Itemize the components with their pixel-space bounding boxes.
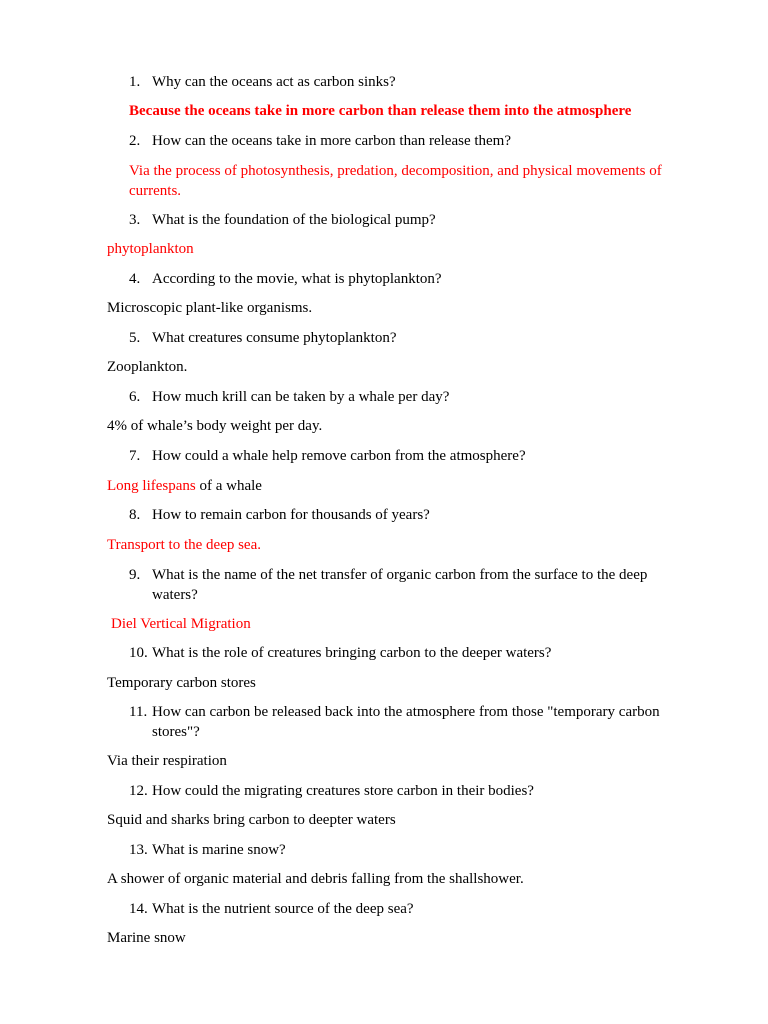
answer-highlight: Long lifespans: [107, 478, 196, 494]
question-number: 6.: [129, 389, 141, 405]
question-text: What is the role of creatures bringing carbon to the deeper waters?: [152, 645, 552, 661]
question-number: 1.: [129, 74, 141, 90]
answer-14: Marine snow: [107, 930, 186, 946]
question-number: 9.: [129, 567, 141, 583]
question-number: 2.: [129, 133, 141, 149]
question-4: [129, 270, 669, 290]
answer-1: Because the oceans take in more carbon than release them into the atmosphere: [129, 103, 632, 119]
question-12: [129, 782, 669, 802]
question-number: 3.: [129, 212, 141, 228]
answer-2: Via the process of photosynthesis, predation, decomposition, and physical movements of currents.: [129, 163, 662, 199]
question-number: 14.: [129, 901, 148, 917]
answer-13: A shower of organic material and debris falling from the shallshower.: [107, 871, 524, 887]
question-text: What is the foundation of the biological pump?: [152, 212, 436, 228]
question-text: How could a whale help remove carbon from the atmosphere?: [152, 448, 526, 464]
question-number: 12.: [129, 783, 148, 799]
question-text: What is marine snow?: [152, 842, 286, 858]
question-number: 4.: [129, 271, 141, 287]
question-text: What creatures consume phytoplankton?: [152, 330, 397, 346]
answer-12: Squid and sharks bring carbon to deepter waters: [107, 812, 396, 828]
answer-11: Via their respiration: [107, 753, 227, 769]
answer-6: 4% of whale’s body weight per day.: [107, 418, 323, 434]
answer-8: Transport to the deep sea.: [107, 537, 261, 553]
question-text: How could the migrating creatures store carbon in their bodies?: [152, 783, 534, 799]
question-6: [129, 388, 669, 408]
answer-10: Temporary carbon stores: [107, 675, 256, 691]
question-5: [129, 329, 669, 349]
question-text: How much krill can be taken by a whale per day?: [152, 389, 450, 405]
question-number: 5.: [129, 330, 141, 346]
answer-3: phytoplankton: [107, 241, 194, 257]
answer-4: Microscopic plant-like organisms.: [107, 300, 313, 316]
question-8: [129, 506, 669, 526]
question-7: [129, 447, 669, 467]
question-9: [129, 566, 669, 605]
question-text: How to remain carbon for thousands of years?: [152, 507, 430, 523]
question-14: [129, 900, 669, 920]
question-11: [129, 703, 669, 742]
answer-rest: of a whale: [195, 478, 262, 494]
question-2: [129, 132, 669, 152]
question-text: Why can the oceans act as carbon sinks?: [152, 74, 396, 90]
answer-9: Diel Vertical Migration: [111, 616, 251, 632]
question-text: How can carbon be released back into the atmosphere from those "temporary carbon stores"?: [152, 704, 660, 740]
question-13: [129, 841, 669, 861]
question-1: [129, 73, 669, 93]
question-number: 10.: [129, 645, 148, 661]
question-number: 13.: [129, 842, 148, 858]
question-3: [129, 211, 669, 231]
question-text: What is the name of the net transfer of organic carbon from the surface to the deep waters?: [152, 567, 648, 603]
question-text: According to the movie, what is phytoplankton?: [152, 271, 442, 287]
question-text: What is the nutrient source of the deep sea?: [152, 901, 414, 917]
question-number: 11.: [129, 704, 148, 720]
question-number: 7.: [129, 448, 141, 464]
question-number: 8.: [129, 507, 141, 523]
question-10: [129, 644, 669, 664]
question-text: How can the oceans take in more carbon than release them?: [152, 133, 512, 149]
answer-5: Zooplankton.: [107, 359, 188, 375]
answer-7: [107, 477, 262, 497]
